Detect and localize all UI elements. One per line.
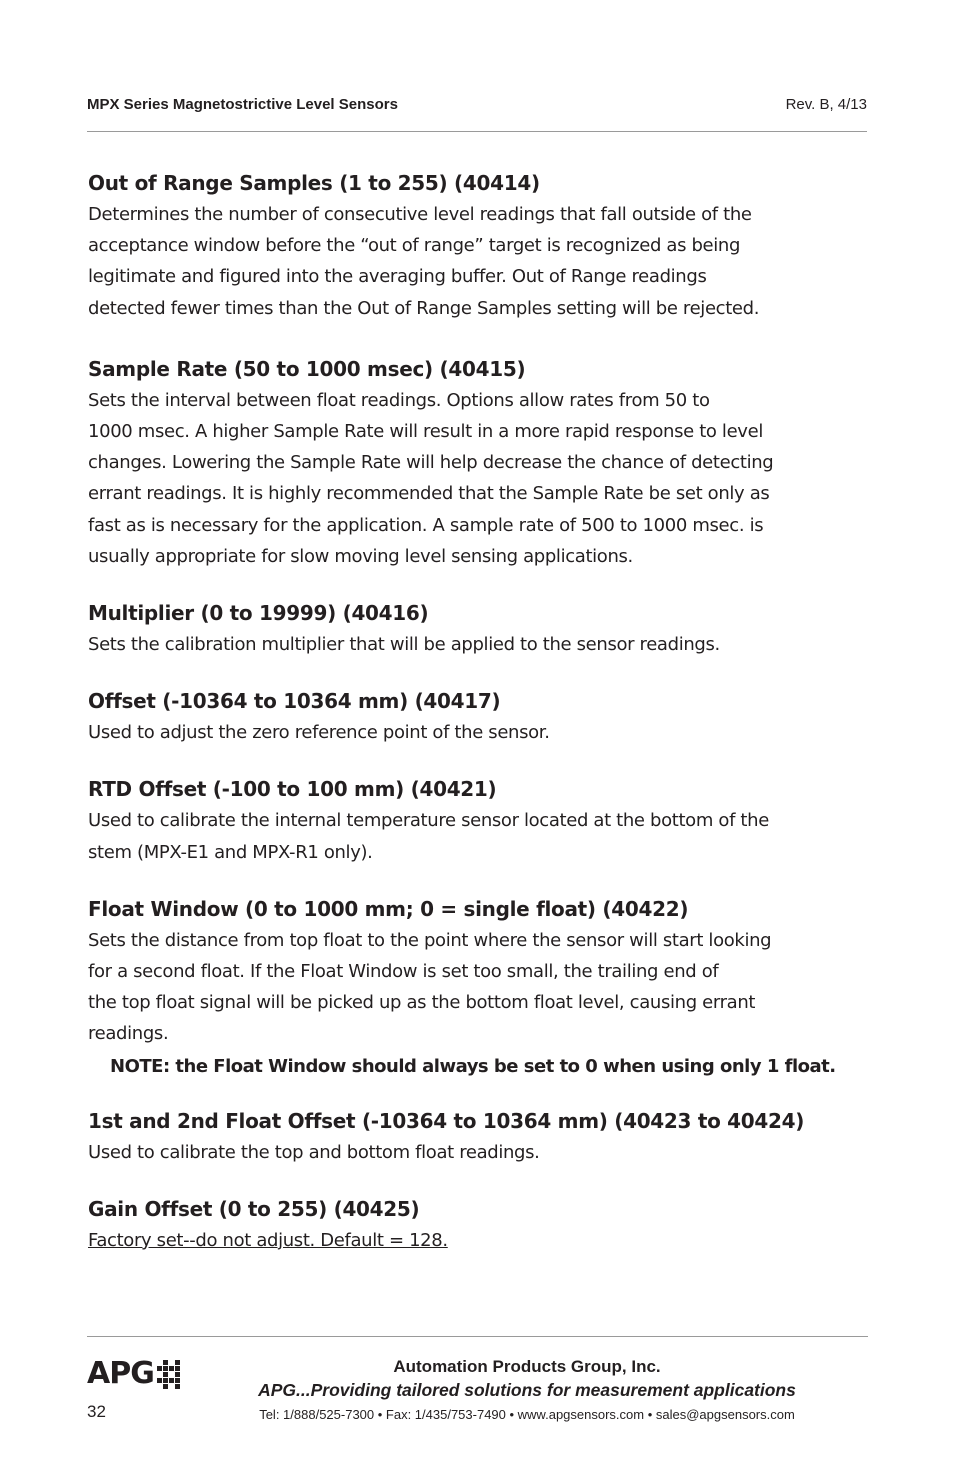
company-tagline: APG...Providing tailored solutions for measurement applications: [258, 1380, 796, 1400]
section-heading: Sample Rate (50 to 1000 msec) (40415): [88, 356, 526, 381]
section-body: [88, 925, 868, 1050]
contact-info: Tel: 1/888/525-7300 • Fax: 1/435/753-7490 • www.apgsensors.com • sales@apgsensors.com: [259, 1407, 795, 1422]
section-heading: Gain Offset (0 to 255) (40425): [88, 1196, 420, 1221]
body-line: Used to calibrate the internal temperature sensor located at the bottom of the: [88, 810, 769, 832]
body-line: Determines the number of consecutive level readings that fall outside of the: [88, 204, 752, 225]
section-heading: 1st and 2nd Float Offset (-10364 to 10364 mm) (40423 to 40424): [88, 1108, 805, 1133]
header-divider: [87, 131, 867, 132]
body-line: for a second float. If the Float Window is set too small, the trailing end of: [88, 961, 719, 983]
section-multiplier: [88, 598, 868, 660]
section-body: [88, 1225, 868, 1256]
body-line: 1000 msec. A higher Sample Rate will result in a more rapid response to level: [88, 421, 763, 443]
section-sample-rate: [88, 354, 868, 572]
section-body: [88, 199, 868, 324]
footer-divider: [87, 1336, 868, 1337]
section-offset: [88, 686, 868, 748]
body-line: Sets the interval between float readings. Options allow rates from 50 to: [88, 389, 710, 411]
section-heading: Out of Range Samples (1 to 255) (40414): [88, 171, 540, 195]
section-out-of-range-samples: [88, 168, 868, 324]
body-line: stem (MPX-E1 and MPX-R1 only).: [88, 841, 373, 863]
body-line: usually appropriate for slow moving level sensing applications.: [88, 545, 633, 567]
body-line: errant readings. It is highly recommended that the Sample Rate be set only as: [88, 483, 770, 505]
page-header: [87, 96, 867, 118]
body-line: Sets the calibration multiplier that will be applied to the sensor readings.: [88, 634, 720, 656]
apg-logo: [87, 1357, 180, 1391]
section-body: [88, 805, 868, 867]
body-line: Used to adjust the zero reference point of the sensor.: [88, 722, 550, 744]
section-heading: Offset (-10364 to 10364 mm) (40417): [88, 689, 501, 714]
document-title: MPX Series Magnetostrictive Level Sensors: [87, 96, 398, 113]
page-number: 32: [87, 1402, 106, 1421]
body-line: legitimate and figured into the averaging buffer. Out of Range readings: [88, 266, 707, 288]
section-float-offset: [88, 1106, 868, 1168]
body-line: Factory set--do not adjust. Default = 128.: [88, 1229, 448, 1251]
body-line: readings.: [88, 1023, 169, 1045]
body-line: Sets the distance from top float to the point where the sensor will start looking: [88, 929, 772, 951]
section-float-window: [88, 894, 868, 1082]
body-line: fast as is necessary for the application. A sample rate of 500 to 1000 msec. is: [88, 514, 764, 536]
body-line: Used to calibrate the top and bottom float readings.: [88, 1141, 540, 1163]
section-body: [88, 1137, 868, 1168]
section-gain-offset: [88, 1194, 868, 1256]
section-heading: RTD Offset (-100 to 100 mm) (40421): [88, 777, 497, 802]
logo-grid-icon: [157, 1360, 180, 1389]
body-line: detected fewer times than the Out of Range Samples setting will be rejected.: [88, 297, 760, 319]
main-content: [88, 168, 868, 1256]
section-body: [88, 385, 868, 572]
body-line: changes. Lowering the Sample Rate will help decrease the chance of detecting: [88, 452, 774, 474]
body-line: the top float signal will be picked up as the bottom float level, causing errant: [88, 992, 756, 1014]
float-window-note: NOTE: the Float Window should always be set to 0 when using only 1 float.: [110, 1055, 836, 1077]
company-name: Automation Products Group, Inc.: [393, 1357, 661, 1376]
section-rtd-offset: [88, 774, 868, 867]
body-line: acceptance window before the “out of range” target is recognized as being: [88, 235, 741, 257]
section-body: [88, 629, 868, 660]
logo-text: APG: [87, 1356, 154, 1391]
section-heading: Multiplier (0 to 19999) (40416): [88, 601, 429, 626]
section-heading: Float Window (0 to 1000 mm; 0 = single float) (40422): [88, 896, 689, 921]
revision-label: Rev. B, 4/13: [785, 96, 867, 113]
section-body: [88, 717, 868, 748]
